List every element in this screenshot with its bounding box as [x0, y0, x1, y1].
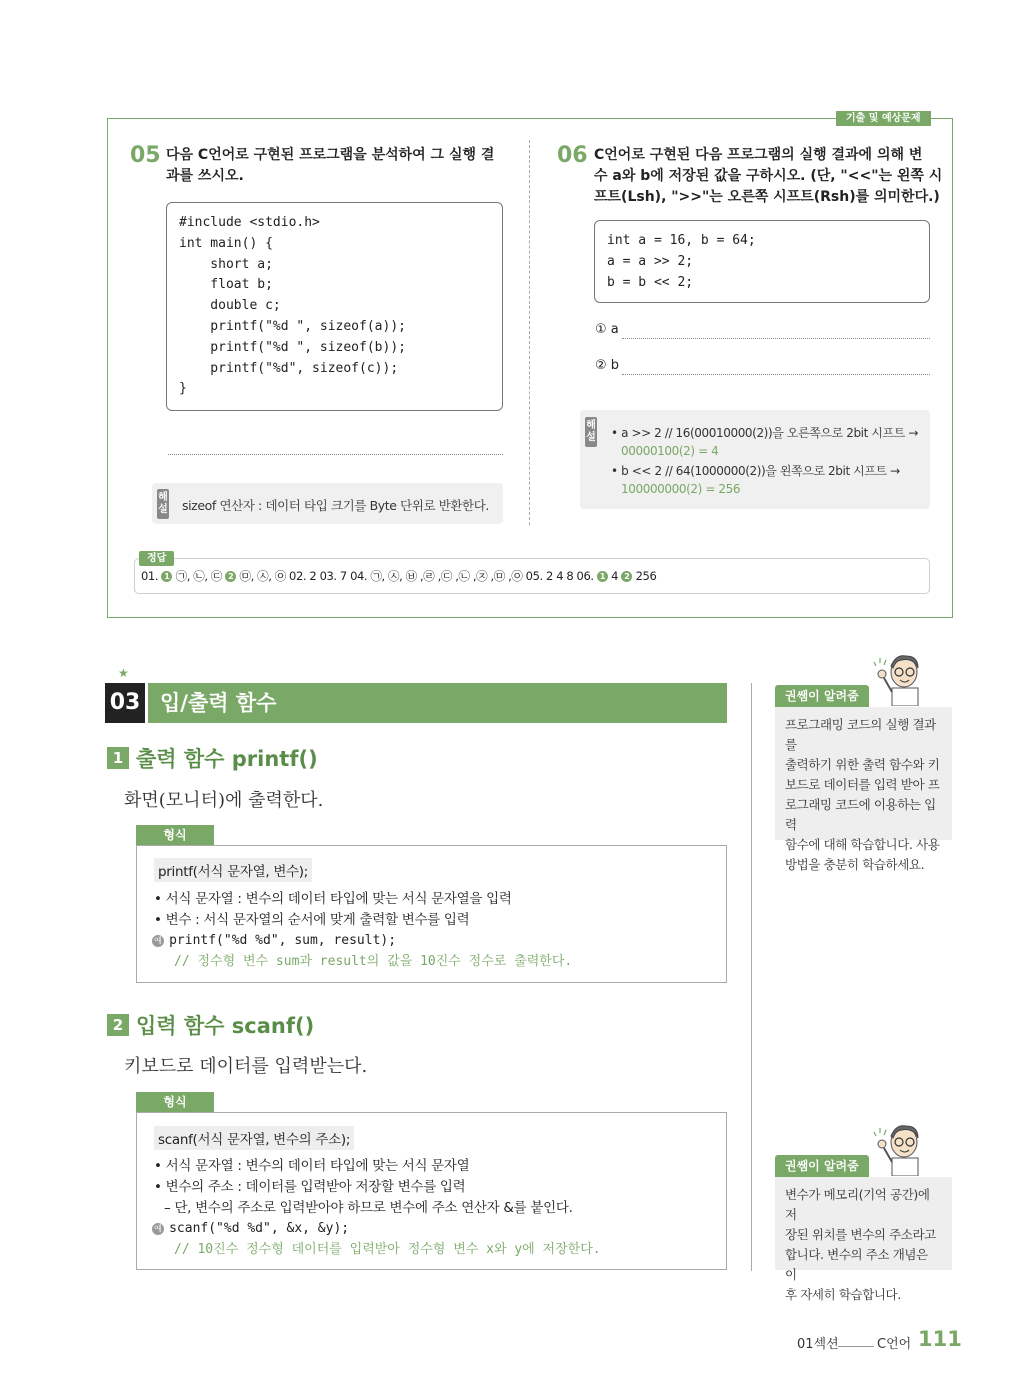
scanf-example-code: scanf("%d %d", &x, &y);: [169, 1221, 350, 1236]
tip-header: 권쌤이 알려줌: [775, 685, 869, 707]
printf-bullet-2: • 변수 : 서식 문자열의 순서에 맞게 출력할 변수를 입력: [154, 912, 470, 928]
subsection-title-printf: 출력 함수 printf(): [136, 747, 318, 771]
tip-line: 변수가 메모리(기억 공간)에 저: [785, 1187, 930, 1222]
question-06-text-line1: C언어로 구현된 다음 프로그램의 실행 결과에 의해 변: [594, 147, 923, 163]
answer-part: 4: [611, 569, 619, 583]
footer-section: 01섹션: [797, 1337, 839, 1352]
tip-line: 방법을 충분히 학습하세요.: [785, 857, 925, 872]
printf-form-box: [136, 845, 727, 983]
answer-tag: 정답: [139, 551, 174, 566]
scanf-form-box: [136, 1112, 727, 1270]
section-title: 입/출력 함수: [160, 691, 277, 715]
scanf-bullet-2: • 변수의 주소 : 데이터를 입력받아 저장할 변수를 입력: [154, 1179, 466, 1195]
form-tag: 형식: [136, 1092, 214, 1112]
answer-label-b: ② b: [595, 358, 620, 373]
circled-number: 2: [225, 571, 236, 582]
scanf-bullet-3: – 단, 변수의 주소로 입력받아야 하므로 변수에 주소 연산자 &를 붙인다.: [164, 1200, 573, 1216]
footer-divider: [838, 1346, 874, 1347]
tip-line: 장된 위치를 변수의 주소라고: [785, 1227, 936, 1242]
printf-example-comment: // 정수형 변수 sum과 result의 값을 10진수 정수로 출력한다.: [174, 954, 573, 969]
printf-syntax: printf(서식 문자열, 변수);: [154, 858, 312, 882]
question-number-06: 06: [557, 143, 588, 168]
hint-06-line-a1: • a >> 2 // 16(00010000(2))을 오른쪽으로 2bit 시프트 →: [611, 426, 918, 440]
tip-line: 함수에 대해 학습합니다. 사용: [785, 837, 940, 852]
scanf-example-comment: // 10진수 정수형 데이터를 입력받아 정수형 변수 x와 y에 저장한다.: [174, 1242, 601, 1257]
subsection-number-1: 1: [107, 747, 129, 769]
page-number: 111: [918, 1327, 962, 1351]
answer-blank-a[interactable]: [622, 338, 930, 339]
example-mark-icon: 예: [152, 935, 164, 947]
column-divider: [529, 140, 530, 525]
circled-number: 1: [597, 571, 608, 582]
tip-line: 합니다. 변수의 주소 개념은 이: [785, 1247, 928, 1282]
section-number: 03: [105, 683, 145, 723]
question-05-text-line2: 과를 쓰시오.: [166, 168, 244, 184]
form-tag: 형식: [136, 825, 214, 845]
answer-blank-05[interactable]: [168, 454, 503, 455]
subsection-desc-printf: 화면(모니터)에 출력한다.: [124, 790, 324, 811]
answer-label-a: ① a: [595, 322, 619, 337]
question-06-code: int a = 16, b = 64; a = a >> 2; b = b << 2;: [594, 220, 930, 303]
example-mark-icon: 예: [152, 1223, 164, 1235]
tip-body-1: [775, 707, 952, 872]
footer-language: C언어: [877, 1337, 912, 1352]
hint-06-line-a2: 00000100(2) = 4: [621, 444, 719, 458]
hint-06-line-b1: • b << 2 // 64(1000000(2))을 왼쪽으로 2bit 시프트 →: [611, 464, 900, 478]
tip-body-2: [775, 1177, 952, 1302]
teacher-illustration: [866, 648, 928, 706]
circled-number: 2: [621, 571, 632, 582]
hint-tag: 해설: [157, 489, 169, 519]
teacher-illustration: [866, 1118, 928, 1176]
tip-line: 출력하기 위한 출력 함수와 키: [785, 757, 940, 772]
scanf-syntax: scanf(서식 문자열, 변수의 주소);: [154, 1126, 354, 1150]
printf-example: [152, 929, 396, 948]
scanf-bullet-1: • 서식 문자열 : 변수의 데이터 타입에 맞는 서식 문자열: [154, 1158, 470, 1174]
circled-number: 1: [161, 571, 172, 582]
answer-part: 256: [635, 569, 657, 583]
hint-06-line-b2: 100000000(2) = 256: [621, 482, 741, 496]
margin-divider: [751, 683, 752, 1271]
subsection-title-scanf: 입력 함수 scanf(): [136, 1014, 315, 1038]
question-number-05: 05: [130, 143, 161, 168]
question-05-text-line1: 다음 C언어로 구현된 프로그램을 분석하여 그 실행 결: [166, 147, 495, 163]
answer-part: 01.: [141, 569, 159, 583]
tip-header: 권쌤이 알려줌: [775, 1155, 869, 1177]
answer-part: ㉤, ㉦, ㉧ 02. 2 03. 7 04. ㉠, ㉦, ㉥ ,㉣ ,㉢ ,㉡ ,㉨ ,㉤ ,㉧ 05. 2 4 8 06.: [239, 569, 594, 583]
scanf-example: [152, 1217, 349, 1236]
answer-blank-b[interactable]: [622, 374, 930, 375]
importance-star-icon: ★: [118, 666, 129, 680]
exam-tag: 기출 및 예상문제: [836, 111, 931, 126]
question-06-text-line3: 프트(Lsh), ">>"는 오른쪽 시프트(Rsh)를 의미한다.): [594, 189, 940, 205]
answer-text: [141, 568, 656, 584]
hint-tag: 해설: [585, 417, 597, 447]
tip-line: 프로그래밍 코드의 실행 결과를: [785, 717, 936, 752]
subsection-desc-scanf: 키보드로 데이터를 입력받는다.: [124, 1056, 368, 1077]
tip-line: 보드로 데이터를 입력 받아 프: [785, 777, 940, 792]
answer-part: ㉠, ㉡, ㉢: [175, 569, 222, 583]
hint-05: [152, 483, 503, 524]
tip-line: 후 자세히 학습합니다.: [785, 1287, 901, 1302]
question-05-code: #include <stdio.h> int main() { short a; float b; double c; printf("%d ", sizeof(a)); printf("%d ", sizeof(b)); printf("%d", sizeof(c)); }: [166, 202, 503, 411]
printf-bullet-1: • 서식 문자열 : 변수의 데이터 타입에 맞는 서식 문자열을 입력: [154, 891, 512, 907]
hint-06: [580, 410, 930, 509]
question-06-text-line2: 수 a와 b에 저장된 값을 구하시오. (단, "<<"는 왼쪽 시: [594, 168, 943, 184]
tip-line: 로그래밍 코드에 이용하는 입력: [785, 797, 936, 832]
printf-example-code: printf("%d %d", sum, result);: [169, 933, 397, 948]
hint-05-text: sizeof 연산자 : 데이터 타입 크기를 Byte 단위로 반환한다.: [182, 498, 489, 513]
subsection-number-2: 2: [107, 1014, 129, 1036]
